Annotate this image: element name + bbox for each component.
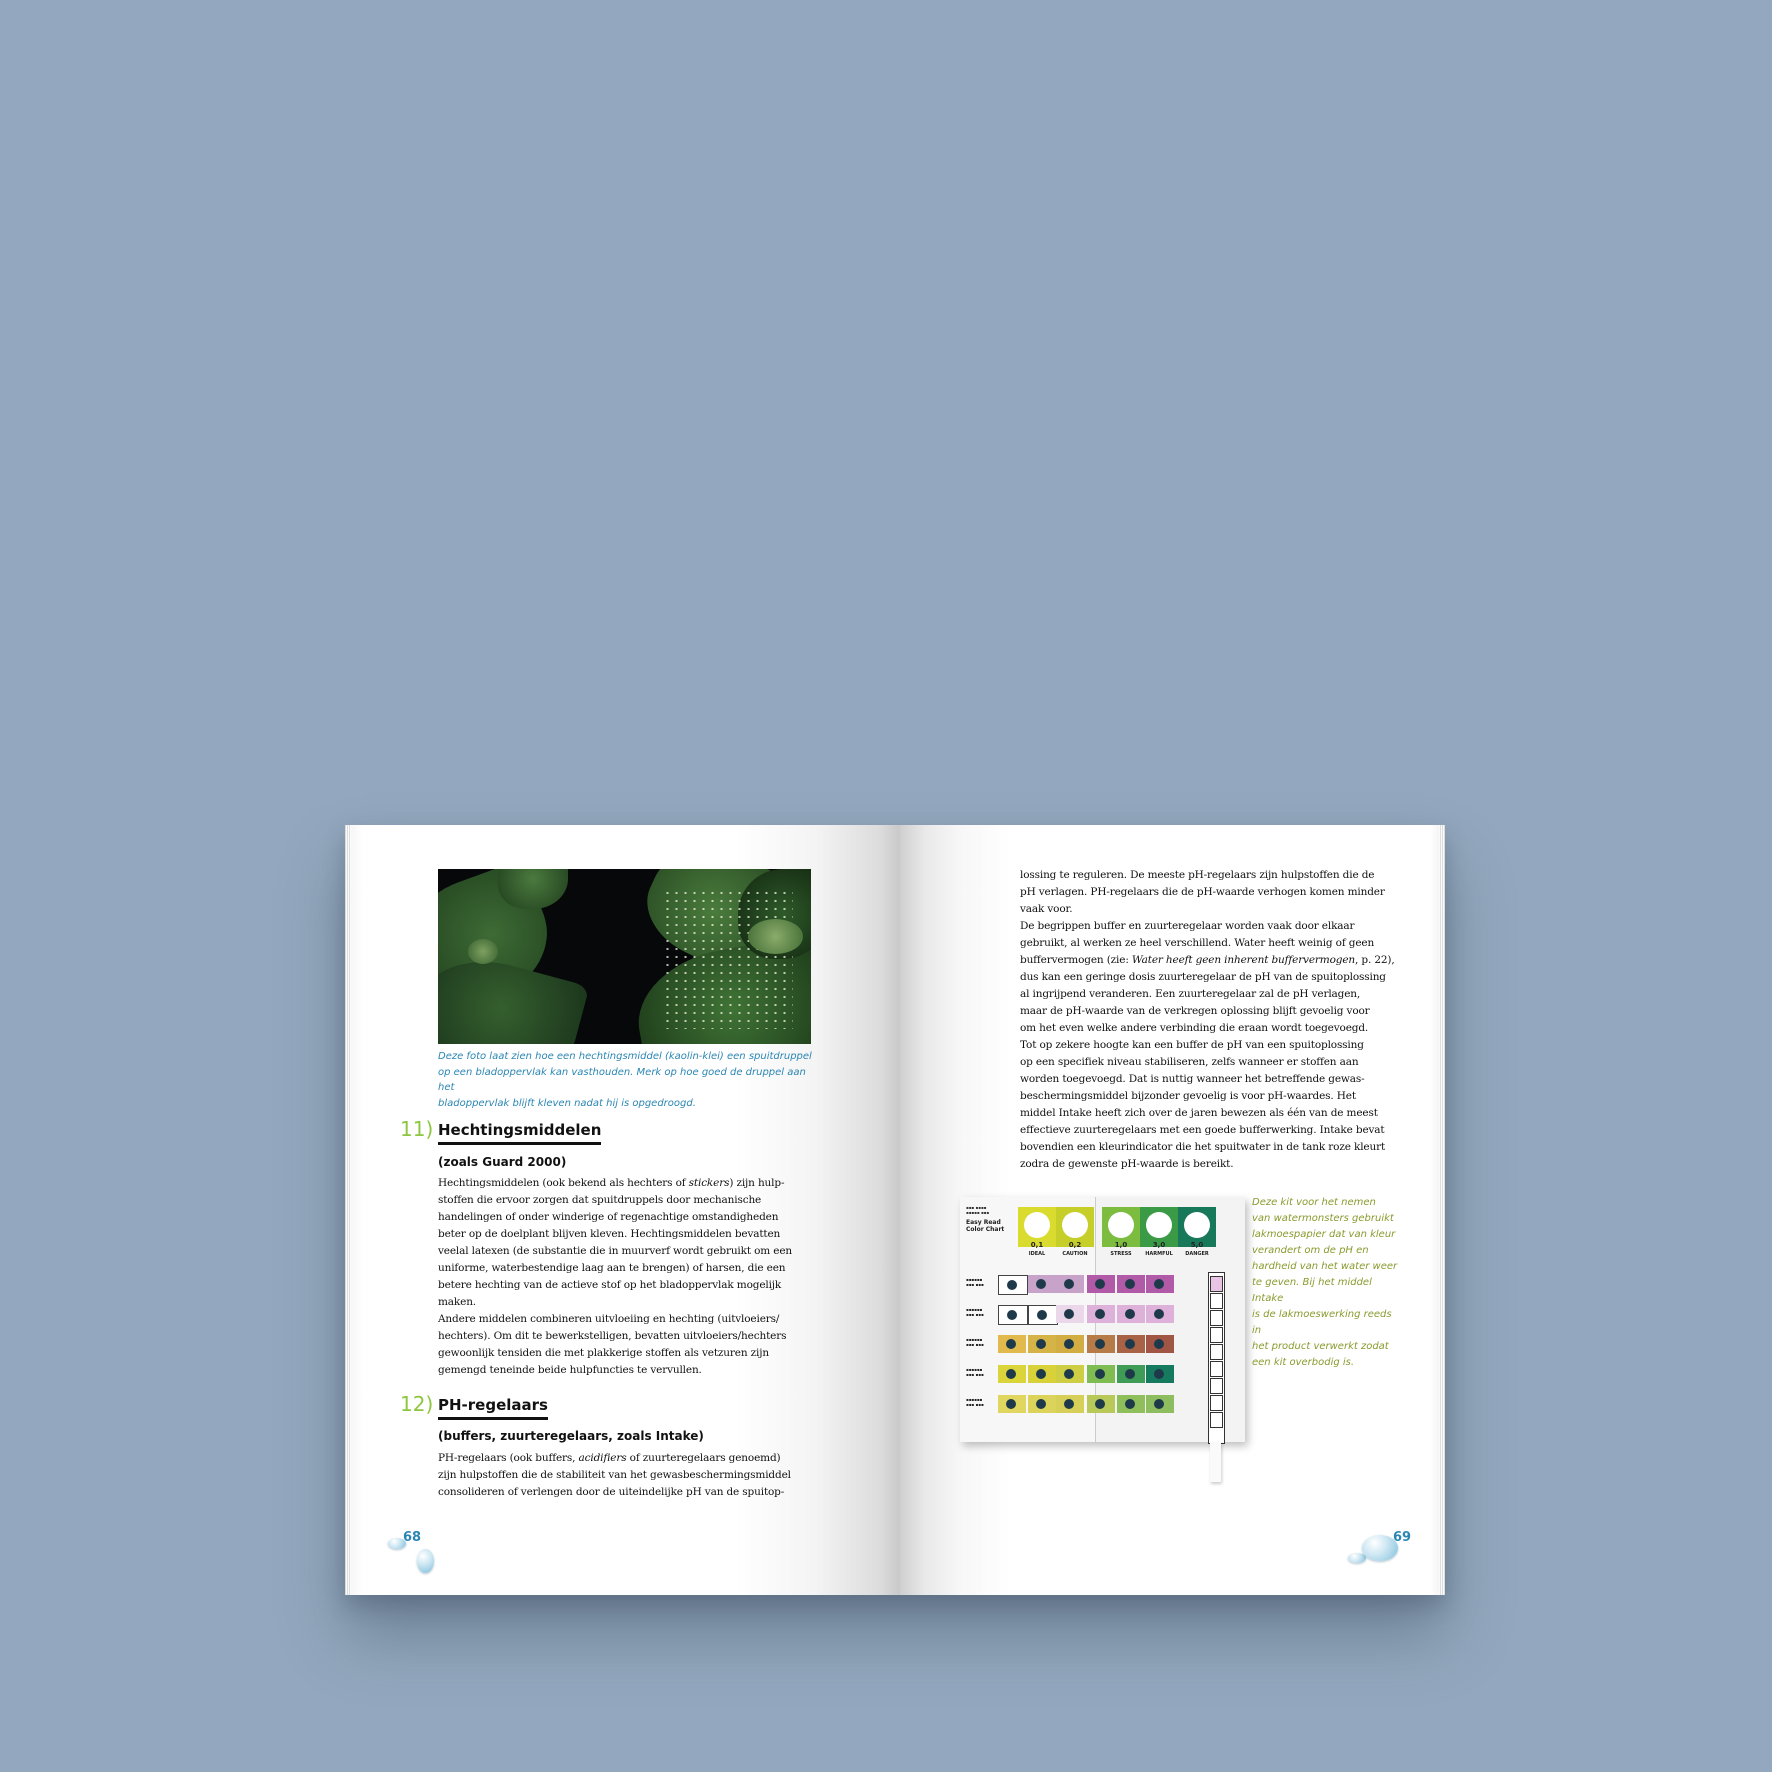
water-test-kit-image	[960, 1197, 1245, 1442]
kit-title: Easy Read Color Chart	[966, 1219, 1005, 1233]
test-strip-handle	[1210, 1442, 1221, 1482]
page-number: 69	[1393, 1530, 1412, 1545]
section-subtitle: (buffers, zuurteregelaars, zoals Intake)	[438, 1429, 704, 1443]
kit-swatch	[1146, 1365, 1174, 1383]
leaf-photo	[438, 869, 811, 1044]
test-pad	[1210, 1361, 1223, 1377]
kit-color-row	[960, 1365, 1205, 1383]
kit-row-label: ▪▪▪▪▪▪ ▪▪▪ ▪▪▪	[966, 1367, 984, 1377]
section-body: PH-regelaars (ook buffers, acidifiers of zuurteregelaars genoemd) zijn hulpstoffen die de stabiliteit van het gewasbeschermingsmiddel consolideren of verlengen door de uiteindelijke pH van de spuitop-	[438, 1452, 791, 1498]
kit-circle-label: IDEAL	[1028, 1251, 1046, 1257]
kit-swatch-dot	[1064, 1309, 1074, 1319]
kit-circle-window	[1062, 1212, 1088, 1238]
kit-swatch	[998, 1365, 1026, 1383]
kit-swatch-dot	[1154, 1399, 1164, 1409]
kit-caption: Deze kit voor het nemen van watermonsters gebruikt lakmoespapier dat van kleur verandert om de pH en hardheid van het water weer te geven. Bij het middel Intake is de lakmoeswerking reeds in het product verwerkt zodat een kit overbodig is.	[1252, 1197, 1398, 1368]
kit-swatch	[1087, 1335, 1115, 1353]
kit-color-circle	[1140, 1207, 1178, 1257]
test-pad	[1210, 1395, 1223, 1411]
kit-color-circle	[1056, 1207, 1094, 1257]
kit-swatch-dot	[1036, 1339, 1046, 1349]
kit-color-row	[960, 1335, 1205, 1353]
kit-swatch-dot	[1125, 1369, 1135, 1379]
test-pad	[1210, 1344, 1223, 1360]
kit-swatch-dot	[1095, 1399, 1105, 1409]
kit-fine-print: ▪▪▪ ▪▪▪▪ ▪▪▪▪▪ ▪▪▪	[966, 1205, 990, 1215]
section-subtitle: (zoals Guard 2000)	[438, 1155, 567, 1169]
kit-color-circle	[1102, 1207, 1140, 1257]
kit-circle-value: 0,1	[1030, 1241, 1044, 1249]
kit-swatch	[1028, 1275, 1056, 1293]
kit-swatch	[1146, 1335, 1174, 1353]
kit-swatch-dot	[1095, 1369, 1105, 1379]
right-page	[900, 825, 1445, 1595]
kit-row-label: ▪▪▪▪▪▪ ▪▪▪ ▪▪▪	[966, 1307, 984, 1317]
kit-color-row	[960, 1395, 1205, 1413]
kit-swatch-dot	[1006, 1369, 1016, 1379]
kit-swatch	[1117, 1305, 1145, 1323]
kit-swatch-dot	[1154, 1339, 1164, 1349]
kit-swatch	[1028, 1305, 1058, 1325]
kit-swatch-dot	[1036, 1369, 1046, 1379]
kit-color-circle	[1178, 1207, 1216, 1257]
kit-swatch	[998, 1395, 1026, 1413]
page-number: 68	[403, 1530, 422, 1545]
kit-circle-value: 0,2	[1068, 1241, 1082, 1249]
kit-swatch-dot	[1036, 1399, 1046, 1409]
right-page-body: lossing te reguleren. De meeste pH-regelaars zijn hulpstoffen die de pH verlagen. PH-regelaars die de pH-waarde verhogen komen minder vaak voor. De begrippen buffer en zuurteregelaar worden vaak door elkaar gebruikt, al werken ze heel verschillend. Water heeft weinig of geen buffervermogen (zie: Water heeft geen inherent buffervermogen, p. 22), dus kan een geringe dosis zuurteregelaar de pH van de spuitoplossing al ingrijpend veranderen. Een zuurteregelaar zal de pH verlagen, maar de pH-waarde van de verkregen oplossing blijft gevoelig voor om het even welke andere verbinding die eraan wordt toegevoegd. Tot op zekere hoogte kan een buffer de pH van een spuitoplossing op een specifiek niveau stabiliseren, zelfs wanneer er stoffen aan worden toegevoegd. Dat is nuttig wanneer het betreffende gewas- beschermingsmiddel bijzonder gevoelig is voor pH-waardes. Het middel Intake heeft zich over de jaren bewezen als één van de meest effectieve zuurteregelaars met een goede bufferwerking. Intake bevat bovendien een kleurindicator die het spuitwater in de tank roze kleurt zodra de gewenste pH-waarde is bereikt.	[1020, 869, 1395, 1170]
kit-swatch	[1117, 1335, 1145, 1353]
kit-swatch-dot	[1095, 1309, 1105, 1319]
section-number: 12)	[400, 1392, 434, 1416]
test-pad	[1210, 1378, 1223, 1394]
kit-swatch-dot	[1064, 1339, 1074, 1349]
kit-swatch	[998, 1275, 1028, 1295]
kit-swatch	[1087, 1365, 1115, 1383]
water-drop-icon	[1348, 1553, 1366, 1563]
page-edges	[345, 825, 351, 1595]
kit-swatch-dot	[1007, 1310, 1017, 1320]
kit-swatch	[1146, 1395, 1174, 1413]
section-title: Hechtingsmiddelen	[438, 1121, 601, 1145]
kit-swatch	[1056, 1365, 1084, 1383]
kit-swatch	[1028, 1395, 1056, 1413]
kit-swatch-dot	[1036, 1279, 1046, 1289]
kit-swatch-dot	[1125, 1339, 1135, 1349]
kit-color-row	[960, 1275, 1205, 1293]
kit-swatch-dot	[1095, 1279, 1105, 1289]
kit-swatch	[1146, 1275, 1174, 1293]
test-pad	[1210, 1293, 1223, 1309]
kit-circle-value: 3,0	[1152, 1241, 1166, 1249]
kit-circle-label: CAUTION	[1062, 1251, 1088, 1257]
kit-swatch	[1117, 1365, 1145, 1383]
kit-swatch-dot	[1154, 1369, 1164, 1379]
kit-color-row	[960, 1305, 1205, 1323]
kit-swatch	[1056, 1335, 1084, 1353]
kit-swatch-dot	[1125, 1279, 1135, 1289]
kit-swatch-dot	[1125, 1309, 1135, 1319]
kit-row-label: ▪▪▪▪▪▪ ▪▪▪ ▪▪▪	[966, 1397, 984, 1407]
kit-circle-value: 1,0	[1114, 1241, 1128, 1249]
kit-swatch-dot	[1064, 1399, 1074, 1409]
kit-swatch	[1056, 1305, 1084, 1323]
page-edges	[1439, 825, 1445, 1595]
kit-row-label: ▪▪▪▪▪▪ ▪▪▪ ▪▪▪	[966, 1277, 984, 1287]
kit-circle-window	[1108, 1212, 1134, 1238]
kit-swatch	[998, 1305, 1028, 1325]
kit-swatch	[1087, 1305, 1115, 1323]
kit-swatch-dot	[1064, 1279, 1074, 1289]
kit-swatch	[1117, 1395, 1145, 1413]
kit-swatch	[1028, 1365, 1056, 1383]
left-page	[345, 825, 900, 1595]
kit-circle-label: DANGER	[1185, 1251, 1209, 1257]
kit-circle-window	[1184, 1212, 1210, 1238]
water-drop-icon	[417, 1549, 434, 1573]
kit-color-circle	[1018, 1207, 1056, 1257]
kit-swatch-dot	[1006, 1339, 1016, 1349]
kit-circle-label: STRESS	[1110, 1251, 1132, 1257]
kit-swatch-dot	[1125, 1399, 1135, 1409]
kit-swatch	[1117, 1275, 1145, 1293]
section-number: 11)	[400, 1117, 434, 1141]
open-book	[345, 825, 1445, 1595]
kit-swatch-dot	[1154, 1309, 1164, 1319]
section-body: Hechtingsmiddelen (ook bekend als hechters of stickers) zijn hulp- stoffen die ervoor zorgen dat spuitdruppels door mechanische handelingen of onder winderige of regenachtige omstandigheden beter op de doelplant blijven kleven. Hechtingsmiddelen bevatten veelal latexen (de substantie die in muurverf wordt gebruikt om een uniforme, waterbestendige laag aan te brengen) of harsen, die een betere hechting van de actieve stof op het bladoppervlak mogelijk maken. Andere middelen combineren uitvloeiing en hechting (uitvloeiers/ hechters). Om dit te bewerkstelligen, bevatten uitvloeiers/hechters gewoonlijk tensiden die met plakkerige stoffen als vetzuren zijn gemengd teneinde beide hulpfuncties te vervullen.	[438, 1177, 793, 1376]
kit-swatch	[998, 1335, 1026, 1353]
kit-row-label: ▪▪▪▪▪▪ ▪▪▪ ▪▪▪	[966, 1337, 984, 1347]
kit-swatch	[1028, 1335, 1056, 1353]
kit-swatch-dot	[1006, 1399, 1016, 1409]
kit-circle-label: HARMFUL	[1145, 1251, 1173, 1257]
test-strip	[1208, 1272, 1225, 1444]
kit-swatch	[1056, 1395, 1084, 1413]
kit-swatch-dot	[1037, 1310, 1047, 1320]
section-title: PH-regelaars	[438, 1396, 548, 1420]
kit-circle-window	[1024, 1212, 1050, 1238]
kit-swatch-dot	[1095, 1339, 1105, 1349]
test-pad	[1210, 1310, 1223, 1326]
kit-swatch	[1056, 1275, 1084, 1293]
kit-swatch	[1146, 1305, 1174, 1323]
kit-circle-value: 5,0	[1190, 1241, 1204, 1249]
test-pad	[1210, 1327, 1223, 1343]
kit-swatch-dot	[1154, 1279, 1164, 1289]
test-pad	[1210, 1412, 1223, 1428]
kit-swatch	[1087, 1395, 1115, 1413]
kit-swatch-dot	[1064, 1369, 1074, 1379]
test-pad	[1210, 1276, 1223, 1292]
photo-caption: Deze foto laat zien hoe een hechtingsmiddel (kaolin-klei) een spuitdruppel op een bladoppervlak kan vasthouden. Merk op hoe goed de druppel aan het bladoppervlak blijft kleven nadat hij is opgedroogd.	[438, 1051, 812, 1109]
kit-swatch-dot	[1007, 1280, 1017, 1290]
kit-circle-window	[1146, 1212, 1172, 1238]
kit-swatch	[1087, 1275, 1115, 1293]
